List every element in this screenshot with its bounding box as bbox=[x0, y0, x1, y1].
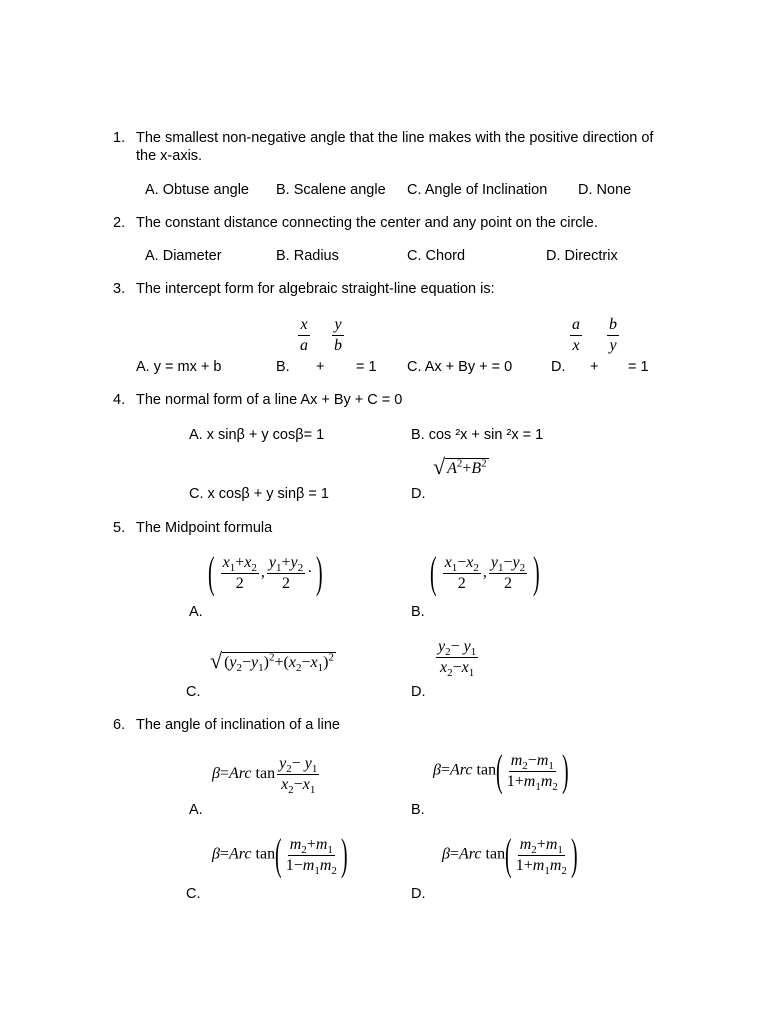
q6-option-d-formula: β=Arc tan( $\frac{m_2+m_1}{1+m_1m_2}$ ) bbox=[442, 830, 578, 879]
q3-option-b-label: B. bbox=[276, 359, 290, 375]
q1-option-b: B. Scalene angle bbox=[276, 182, 386, 198]
q1-number: 1. bbox=[113, 130, 126, 146]
q5-option-c: C. bbox=[186, 684, 201, 700]
q3-number: 3. bbox=[113, 281, 126, 297]
q1-text-line2: the x-axis. bbox=[136, 148, 203, 164]
q5-option-b-formula: ( $\frac{x_1-x_2}{2}$ , $\frac{y_1-y_2}{2}$ ) bbox=[430, 548, 540, 597]
q3-option-d-label: D. bbox=[551, 359, 566, 375]
q6-option-a: A. bbox=[189, 802, 203, 818]
q6-option-a-formula: β=Arc tan $\frac{y_2- y_1}{x_2-x_1}$ bbox=[212, 755, 318, 797]
q4-option-c: C. x cosβ + y sinβ = 1 bbox=[189, 486, 329, 502]
q1-option-a: A. Obtuse angle bbox=[145, 182, 249, 198]
q3-option-d-fraction-a-x: $\frac{a}{x}$ bbox=[572, 316, 580, 354]
q6-option-c-formula: β=Arc tan( $\frac{m_2+m_1}{1-m_1m_2}$ ) bbox=[212, 830, 348, 879]
q5-option-a-formula: ( $\frac{x_1+x_2}{2}$ , $\frac{y_1+y_2}{2}$ · ) bbox=[208, 548, 324, 597]
q6-option-b-formula: β=Arc tan( $\frac{m_2-m_1}{1+m_1m_2}$ ) bbox=[433, 746, 569, 795]
q2-text: The constant distance connecting the center and any point on the circle. bbox=[136, 215, 598, 231]
q3-option-b-fraction-x-a: $\frac{x}{a}$ bbox=[300, 316, 308, 354]
q3-option-b-plus: + bbox=[316, 359, 325, 375]
q3-option-b-equals: = 1 bbox=[356, 359, 377, 375]
q4-option-d: D. bbox=[411, 486, 426, 502]
q4-number: 4. bbox=[113, 392, 126, 408]
q5-option-a: A. bbox=[189, 604, 203, 620]
q4-option-d-sqrt-formula: √ $A^2+B^2$ bbox=[433, 454, 487, 479]
q5-text: The Midpoint formula bbox=[136, 520, 273, 536]
q1-text-line1: The smallest non-negative angle that the line makes with the positive direction of bbox=[136, 130, 654, 146]
q1-option-c: C. Angle of Inclination bbox=[407, 182, 548, 198]
q3-option-d-equals: = 1 bbox=[628, 359, 649, 375]
q6-option-d: D. bbox=[411, 886, 426, 902]
q2-option-c: C. Chord bbox=[407, 248, 466, 264]
q5-option-b: B. bbox=[411, 604, 425, 620]
q2-number: 2. bbox=[113, 215, 126, 231]
q3-option-c: C. Ax + By + = 0 bbox=[407, 359, 513, 375]
q5-number: 5. bbox=[113, 520, 126, 536]
q4-text: The normal form of a line Ax + By + C = 0 bbox=[136, 392, 403, 408]
q6-option-c: C. bbox=[186, 886, 201, 902]
q3-text: The intercept form for algebraic straight-line equation is: bbox=[136, 281, 495, 297]
q3-option-d-plus: + bbox=[590, 359, 599, 375]
q6-number: 6. bbox=[113, 717, 126, 733]
q5-option-c-formula: √ $(y_2-y_1)^2+(x_2-x_1)^2$ bbox=[210, 648, 334, 675]
q6-text: The angle of inclination of a line bbox=[136, 717, 340, 733]
q2-option-b: B. Radius bbox=[276, 248, 339, 264]
q4-option-a: A. x sinβ + y cosβ= 1 bbox=[189, 427, 325, 443]
q3-option-a: A. y = mx + b bbox=[136, 359, 222, 375]
q5-option-d: D. bbox=[411, 684, 426, 700]
q5-option-d-formula: $\frac{y_2- y_1}{x_2-x_1}$ bbox=[438, 638, 477, 680]
q1-option-d: D. None bbox=[578, 182, 632, 198]
q4-option-b: B. cos ²x + sin ²x = 1 bbox=[411, 427, 544, 443]
q3-option-d-fraction-b-y: $\frac{b}{y}$ bbox=[609, 316, 617, 354]
q3-option-b-fraction-y-b: $\frac{y}{b}$ bbox=[334, 316, 342, 354]
q2-option-a: A. Diameter bbox=[145, 248, 222, 264]
q6-option-b: B. bbox=[411, 802, 425, 818]
q2-option-d: D. Directrix bbox=[546, 248, 618, 264]
